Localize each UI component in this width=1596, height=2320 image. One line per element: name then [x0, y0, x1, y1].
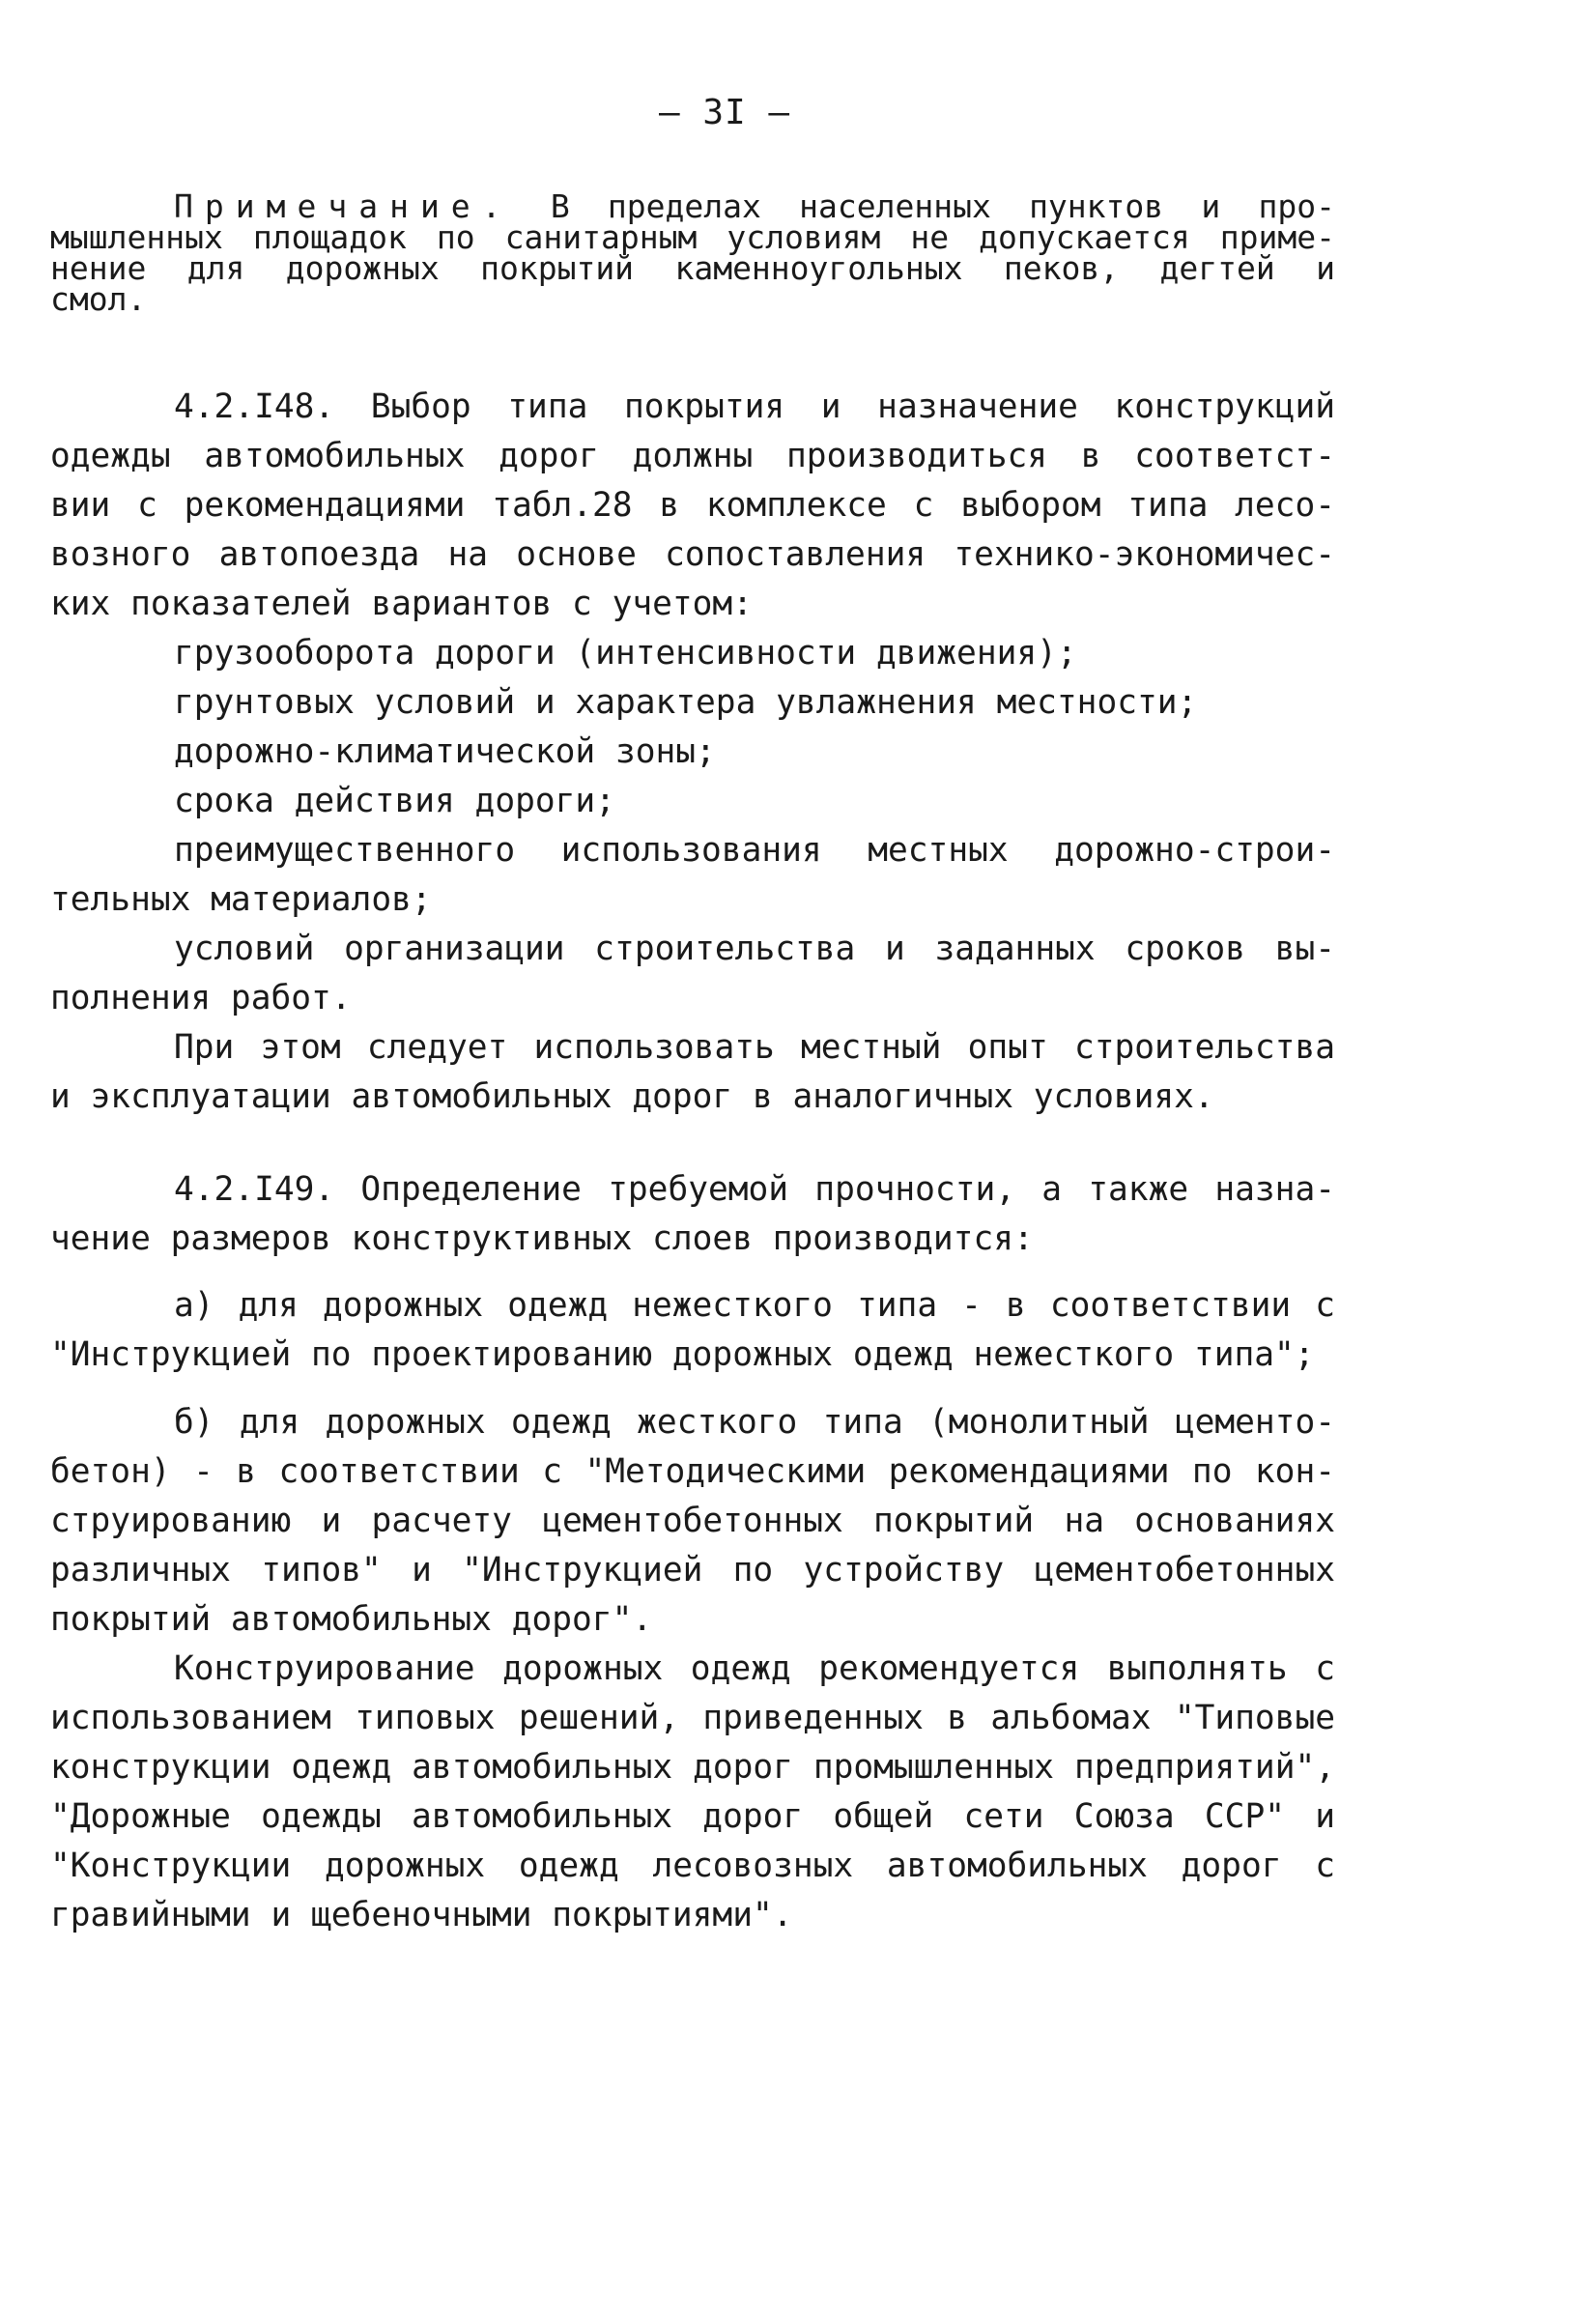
p149-line-1: 4.2.I49. Определение требуемой прочности, а также назна- [174, 1170, 1335, 1209]
note-line-4: смол. [50, 284, 147, 317]
list-item-1: грузооборота дороги (интенсивности движения); [174, 634, 1077, 673]
list-item-6: условий организации строительства и заданных сроков вы- [174, 930, 1335, 968]
item-a-line-2: "Инструкцией по проектированию дорожных одежд нежесткого типа"; [50, 1335, 1315, 1374]
list-item-3: дорожно-климатической зоны; [174, 732, 716, 771]
list-item-2: грунтовых условий и характера увлажнения местности; [174, 683, 1198, 722]
p148-line-1: 4.2.I48. Выбор типа покрытия и назначение конструкций [174, 387, 1335, 426]
note-line-3: нение для дорожных покрытий каменноугольных пеков, дегтей и [50, 253, 1335, 286]
item-b-line-3: струированию и расчету цементобетонных покрытий на основаниях [50, 1502, 1335, 1540]
p148-line-4: возного автопоезда на основе сопоставления технико-экономичес- [50, 535, 1335, 574]
note-text: В пределах населенных пунктов и про- [550, 191, 1335, 224]
p148-line-2: одежды автомобильных дорог должны производиться в соответст- [50, 437, 1335, 475]
experience-line-1: При этом следует использовать местный опыт строительства [174, 1028, 1335, 1067]
p149-line-2: чение размеров конструктивных слоев производится: [50, 1219, 1034, 1258]
item-b-line-4: различных типов" и "Инструкцией по устройству цементобетонных [50, 1551, 1335, 1590]
p148-line-3: вии с рекомендациями табл.28 в комплексе с выбором типа лесо- [50, 486, 1335, 525]
p148-line-5: ких показателей вариантов с учетом: [50, 585, 753, 623]
item-a-line-1: а) для дорожных одежд нежесткого типа - в соответствии с [174, 1286, 1335, 1325]
design-line-5: "Конструкции дорожных одежд лесовозных автомобильных дорог с [50, 1847, 1335, 1885]
list-item-5: преимущественного использования местных дорожно-строи- [174, 831, 1335, 870]
design-line-1: Конструирование дорожных одежд рекомендуется выполнять с [174, 1649, 1335, 1688]
design-line-6: гравийными и щебеночными покрытиями". [50, 1896, 793, 1934]
design-line-2: использованием типовых решений, приведенных в альбомах "Типовые [50, 1699, 1335, 1737]
note-label: Примечание. [174, 191, 513, 224]
experience-line-2: и эксплуатации автомобильных дорог в аналогичных условиях. [50, 1077, 1214, 1116]
list-item-4: срока действия дороги; [174, 782, 615, 820]
note-line-2: мышленных площадок по санитарным условиям не допускается приме- [50, 222, 1335, 255]
item-b-line-5: покрытий автомобильных дорог". [50, 1600, 653, 1639]
item-b-line-2: бетон) - в соответствии с "Методическими рекомендациями по кон- [50, 1452, 1335, 1491]
note-line-1 [174, 191, 1335, 224]
item-b-line-1: б) для дорожных одежд жесткого типа (монолитный цементо- [174, 1403, 1335, 1442]
list-item-6-cont: полнения работ. [50, 979, 352, 1017]
design-line-3: конструкции одежд автомобильных дорог промышленных предприятий", [50, 1748, 1335, 1787]
design-line-4: "Дорожные одежды автомобильных дорог общей сети Союза ССР" и [50, 1797, 1335, 1836]
list-item-5-cont: тельных материалов; [50, 880, 432, 919]
page-number: — 3I — [658, 93, 791, 132]
